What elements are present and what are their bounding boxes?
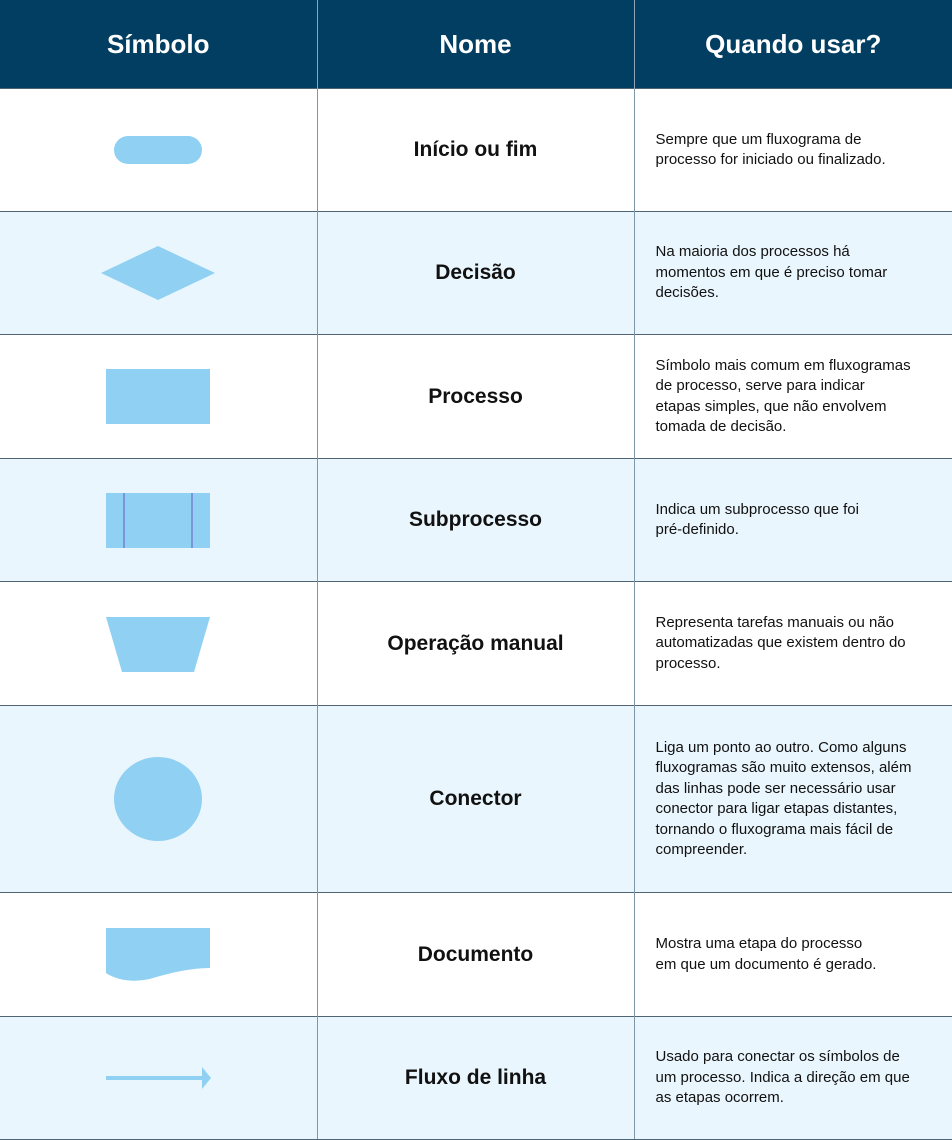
symbol-name: Processo <box>317 335 634 459</box>
symbol-cell <box>0 212 317 335</box>
symbol-name: Conector <box>317 706 634 893</box>
arrow-shape-icon <box>98 1038 218 1118</box>
symbol-cell <box>0 706 317 893</box>
document-shape-icon <box>98 915 218 995</box>
table-row <box>0 459 952 582</box>
header-name: Nome <box>317 0 634 89</box>
trapezoid-shape-icon <box>98 604 218 684</box>
symbol-description: Indica um subprocesso que foi pré-definido. <box>634 459 952 582</box>
symbol-name: Subprocesso <box>317 459 634 582</box>
symbol-description: Sempre que um fluxograma de processo for iniciado ou finalizado. <box>634 89 952 212</box>
terminator-shape-icon <box>98 110 218 190</box>
diamond-shape-icon <box>98 233 218 313</box>
header-when-to-use: Quando usar? <box>634 0 952 89</box>
symbol-cell <box>0 1017 317 1140</box>
table-row <box>0 706 952 893</box>
symbol-cell <box>0 335 317 459</box>
table-row <box>0 89 952 212</box>
symbol-description: Usado para conectar os símbolos de um processo. Indica a direção em que as etapas ocorrem. <box>634 1017 952 1140</box>
symbol-description: Símbolo mais comum em fluxogramas de processo, serve para indicar etapas simples, que não envolvem tomada de decisão. <box>634 335 952 459</box>
table-row <box>0 1017 952 1140</box>
symbol-name: Início ou fim <box>317 89 634 212</box>
symbol-cell <box>0 582 317 706</box>
symbol-cell <box>0 459 317 582</box>
symbol-name: Operação manual <box>317 582 634 706</box>
symbol-name: Documento <box>317 893 634 1017</box>
symbol-description: Representa tarefas manuais ou não automatizadas que existem dentro do processo. <box>634 582 952 706</box>
table-row <box>0 893 952 1017</box>
subprocess-shape-icon <box>98 480 218 560</box>
symbol-cell <box>0 89 317 212</box>
header-symbol: Símbolo <box>0 0 317 89</box>
table-row <box>0 335 952 459</box>
symbol-cell <box>0 893 317 1017</box>
symbol-description: Liga um ponto ao outro. Como alguns fluxogramas são muito extensos, além das linhas pode ser necessário usar conector para ligar etapas distantes, tornando o fluxograma mais fácil de compreender. <box>634 706 952 893</box>
header-row <box>0 0 952 89</box>
symbol-name: Decisão <box>317 212 634 335</box>
symbol-description: Mostra uma etapa do processo em que um documento é gerado. <box>634 893 952 1017</box>
table-row <box>0 212 952 335</box>
symbol-name: Fluxo de linha <box>317 1017 634 1140</box>
symbol-description: Na maioria dos processos há momentos em que é preciso tomar decisões. <box>634 212 952 335</box>
table-row <box>0 582 952 706</box>
circle-shape-icon <box>98 749 218 849</box>
rectangle-shape-icon <box>98 357 218 437</box>
